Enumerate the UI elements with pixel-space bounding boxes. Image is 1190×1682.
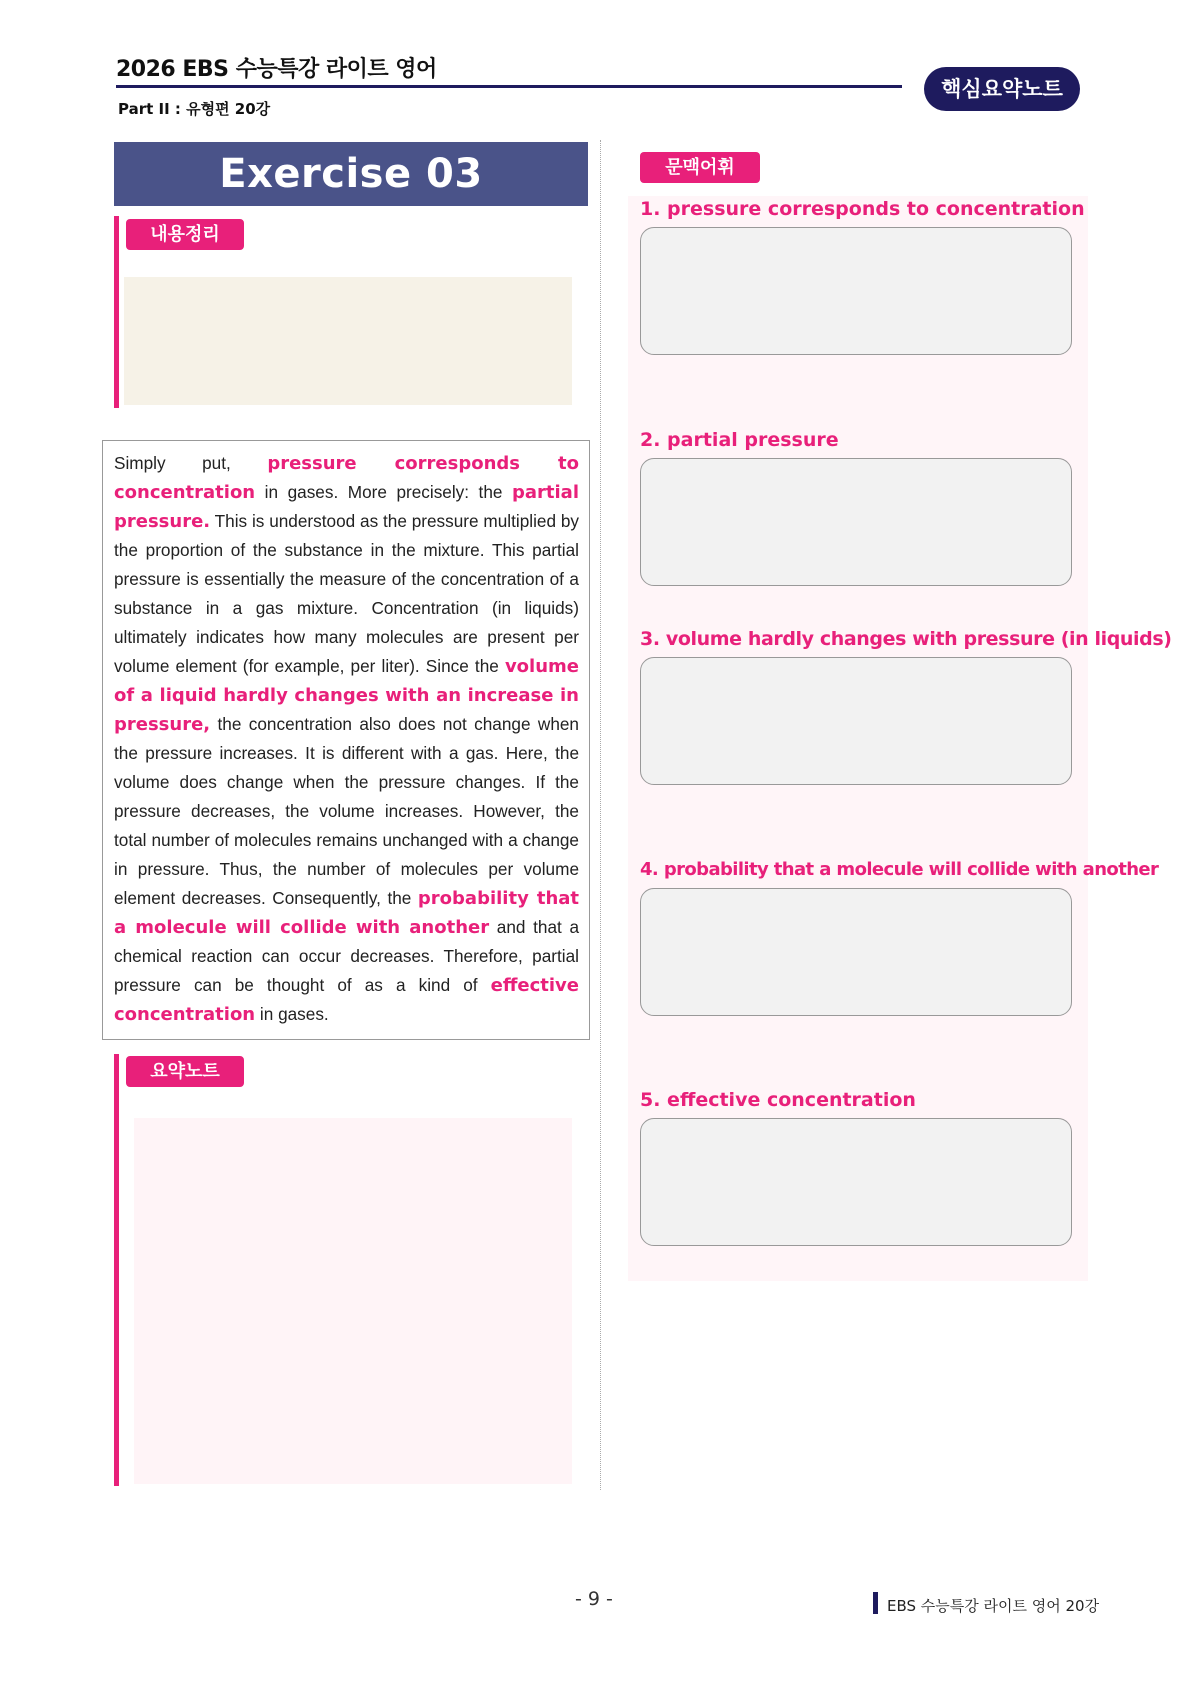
document-subtitle: Part II : 유형편 20강 [118,100,271,118]
vocab-item-1-label: 1. pressure corresponds to concentration [640,198,1085,220]
content-summary-tag: 내용정리 [126,219,244,250]
content-summary-accent-bar [114,216,119,408]
passage-text: the concentration also does not change when the pressure increases. It is different with a gas. Here, the volume does change when the pressure changes. If the pressure decreases, the volume increases. However, the total number of molecules remains unchanged with a change in pressure. Thus, the number of molecules per volume element decreases. Consequently, the [114,714,579,908]
highlighted-phrase: effective concentration [114,975,579,1025]
summary-note-tag: 요약노트 [126,1056,244,1087]
vocab-item-4-label: 4. probability that a molecule will collide with another [640,859,1159,880]
header-rule [116,85,902,88]
summary-note-accent-bar [114,1054,119,1486]
exercise-title: Exercise 03 [114,142,588,206]
document-title: 2026 EBS 수능특강 라이트 영어 [116,57,437,82]
vocab-item-4-answer-box[interactable] [640,888,1072,1016]
column-divider [600,140,601,1490]
content-summary-box [124,277,572,405]
passage-text: in gases. More precisely: the [255,482,512,502]
vocab-item-1-answer-box[interactable] [640,227,1072,355]
highlighted-phrase: volume of a liquid hardly changes with an increase in pressure, [114,656,579,735]
footer-text: EBS 수능특강 라이트 영어 20강 [887,1597,1100,1615]
vocab-item-3-label: 3. volume hardly changes with pressure (in liquids) [640,628,1172,650]
reading-passage [102,440,590,1040]
passage-text: Simply put, [114,453,268,473]
passage-text: in gases. [255,1004,329,1024]
vocab-item-5-label: 5. effective concentration [640,1089,916,1111]
vocab-item-2-label: 2. partial pressure [640,429,839,451]
passage-text: This is understood as the pressure multiplied by the proportion of the substance in the mixture. This partial pressure is essentially the measure of the concentration of a substance in a gas mixture. Concentration (in liquids) ultimately indicates how many molecules are present per volume element (for example, per liter). Since the [114,511,579,676]
summary-note-box [134,1118,572,1484]
vocab-tag: 문맥어휘 [640,152,760,183]
vocab-item-2-answer-box[interactable] [640,458,1072,586]
vocab-item-5-answer-box[interactable] [640,1118,1072,1246]
vocab-item-3-answer-box[interactable] [640,657,1072,785]
key-summary-badge: 핵심요약노트 [924,67,1080,111]
passage-text: and that a chemical reaction can occur decreases. Therefore, partial pressure can be thought of as a kind of [114,917,579,995]
highlighted-phrase: pressure corresponds to concentration [114,453,579,503]
highlighted-phrase: probability that a molecule will collide with another [114,888,580,938]
footer-accent-bar [873,1592,878,1614]
page-number: - 9 - [575,1588,613,1610]
highlighted-phrase: partial pressure. [114,482,579,532]
